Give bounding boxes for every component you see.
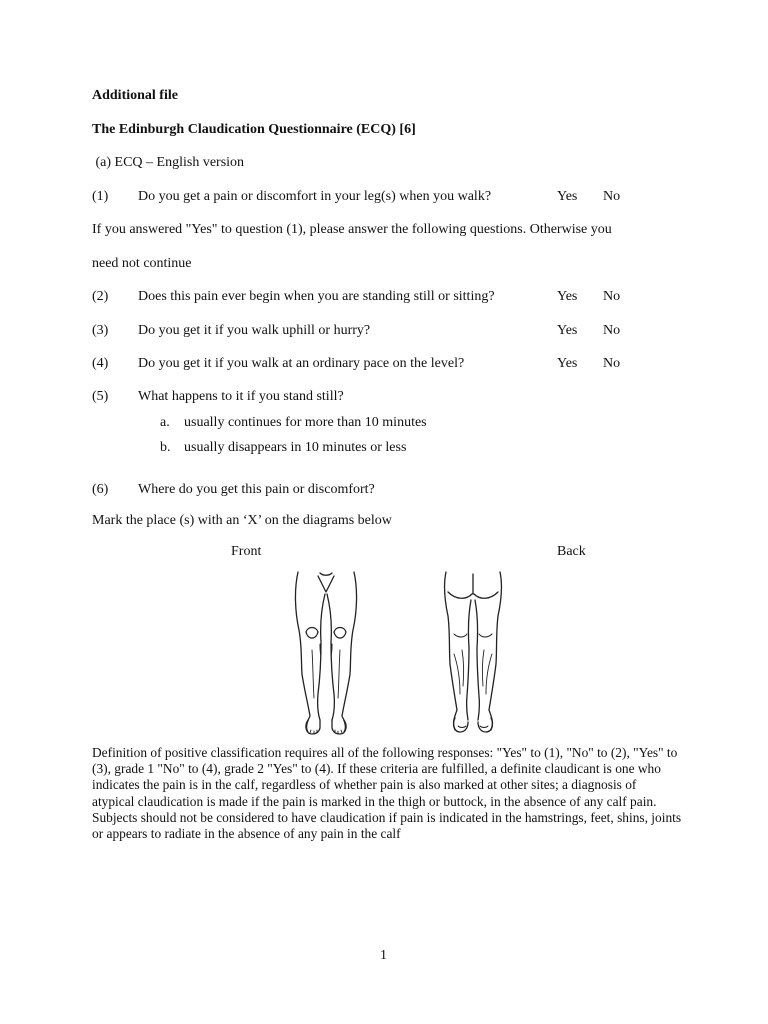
question-text: What happens to it if you stand still? — [138, 389, 344, 404]
yes-option[interactable]: Yes — [557, 289, 578, 304]
option-a[interactable] — [160, 415, 427, 431]
question-number: (4) — [92, 356, 109, 371]
question-text: Does this pain ever begin when you are standing still or sitting? — [138, 289, 495, 304]
instruction-line-1: If you answered "Yes" to question (1), please answer the following questions. Otherwise you — [92, 222, 612, 237]
option-letter: b. — [160, 440, 171, 455]
no-option[interactable]: No — [603, 356, 621, 371]
question-number: (1) — [92, 189, 109, 204]
question-number: (2) — [92, 289, 109, 304]
option-text: usually disappears in 10 minutes or less — [184, 440, 407, 455]
question-text: Do you get a pain or discomfort in your leg(s) when you walk? — [138, 189, 492, 204]
yes-option[interactable]: Yes — [557, 323, 578, 338]
question-text: Where do you get this pain or discomfort? — [138, 482, 375, 497]
front-legs-diagram[interactable] — [290, 570, 362, 736]
question-number: (6) — [92, 482, 109, 497]
no-option[interactable]: No — [603, 323, 621, 338]
yes-option[interactable]: Yes — [557, 189, 578, 204]
option-letter: a. — [160, 415, 170, 430]
back-label: Back — [557, 544, 586, 559]
version-subtitle: (a) ECQ – English version — [92, 155, 245, 170]
question-number: (5) — [92, 389, 109, 404]
option-text: usually continues for more than 10 minutes — [184, 415, 427, 430]
question-text: Do you get it if you walk uphill or hurry? — [138, 323, 371, 338]
option-b[interactable] — [160, 440, 407, 456]
question-text: Do you get it if you walk at an ordinary pace on the level? — [138, 356, 465, 371]
front-label: Front — [231, 544, 262, 559]
questionnaire-title: The Edinburgh Claudication Questionnaire (ECQ) [6] — [92, 122, 416, 137]
instruction-line-2: need not continue — [92, 256, 192, 271]
back-legs-diagram[interactable] — [440, 570, 506, 734]
page-number: 1 — [380, 948, 387, 963]
question-number: (3) — [92, 323, 109, 338]
no-option[interactable]: No — [603, 189, 621, 204]
yes-option[interactable]: Yes — [557, 356, 578, 371]
no-option[interactable]: No — [603, 289, 621, 304]
definition-paragraph: Definition of positive classification requires all of the following responses: "Yes" to (1), "No" to (2), "Yes" to (3), grade 1 "No" to (4), grade 2 "Yes" to (4). If these criteria are fulfilled, a definite claudicant is one who indicates the pain is in the calf, regardless of whether pain is also marked at other sites; a diagnosis of atypical claudication is made if the pain is marked in the thigh or buttock, in the absence of any calf pain. Subjects should not be considered to have claudication if pain is indicated in the hamstrings, feet, shins, joints or appears to radiate in the absence of any pain in the calf — [92, 745, 682, 842]
mark-instruction: Mark the place (s) with an ‘X’ on the diagrams below — [92, 513, 392, 528]
additional-file-heading: Additional file — [92, 88, 178, 103]
